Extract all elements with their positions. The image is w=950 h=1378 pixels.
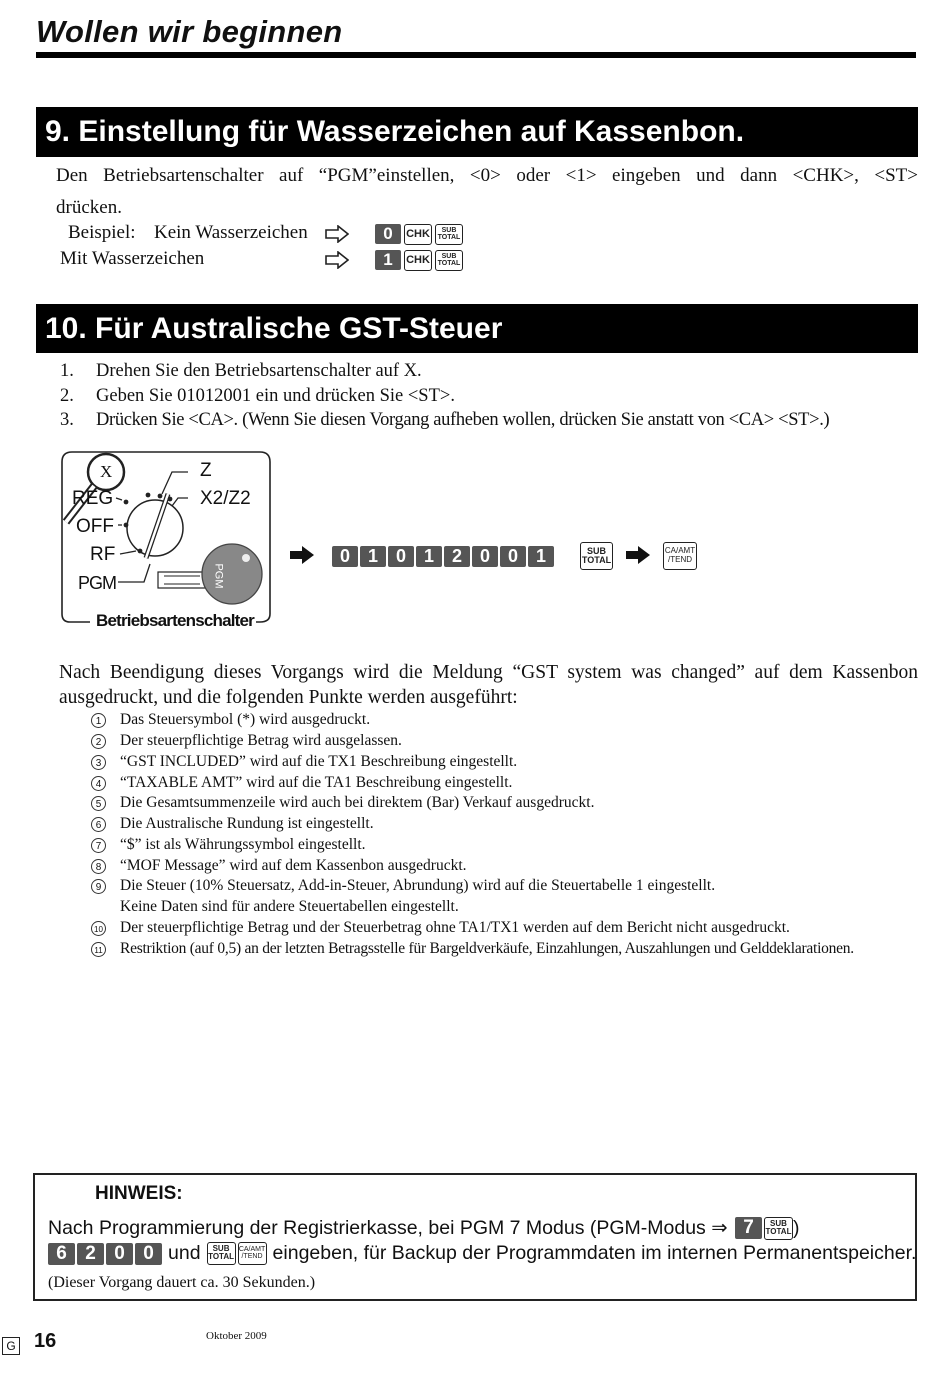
- page-number: 16: [34, 1330, 57, 1352]
- page-header-title: Wollen wir beginnen: [36, 14, 343, 49]
- key-digit: 2: [444, 546, 470, 567]
- list-item: “GST INCLUDED” wird auf die TX1 Beschreibung eingestellt.: [120, 753, 518, 770]
- mode-switch-illustration: [60, 450, 272, 632]
- subtotal-key: [207, 1242, 236, 1265]
- note-line1-text: Nach Programmierung der Registrierkasse, bei PGM 7 Modus (PGM-Modus ⇒: [48, 1217, 733, 1239]
- item-number-badge: 8: [91, 859, 106, 874]
- ca-key-bottom: /TEND: [241, 1253, 263, 1260]
- list-item: Die Australische Rundung ist eingestellt.: [120, 815, 374, 832]
- ca-amt-tend-key: [238, 1242, 267, 1265]
- item-number-badge: 11: [91, 942, 106, 957]
- subtotal-key-top: SUB: [770, 1218, 787, 1228]
- item-number-badge: 5: [91, 796, 106, 811]
- arrow-outline-icon: [325, 251, 349, 274]
- chk-key: CHK: [404, 224, 432, 245]
- key-digit: 0: [388, 546, 414, 567]
- subtotal-key-top: SUB: [586, 546, 606, 556]
- step-text: Drücken Sie <CA>. (Wenn Sie diesen Vorgang aufheben wollen, drücken Sie anstatt von <CA> <ST>.): [96, 410, 830, 430]
- key-digit: 0: [106, 1243, 133, 1265]
- item-number-badge: 7: [91, 838, 106, 853]
- switch-position-x: X: [100, 462, 113, 481]
- subtotal-key-bottom: TOTAL: [208, 1252, 234, 1261]
- step-number: 1.: [60, 361, 74, 381]
- switch-position-z: Z: [200, 460, 212, 481]
- key-digit: 2: [77, 1243, 104, 1265]
- note-line2-text: eingeben, für Backup der Programmdaten im internen Permanentspeicher.: [272, 1242, 917, 1264]
- row2-key-sequence: [375, 250, 463, 271]
- section-9-title: 9. Einstellung für Wasserzeichen auf Kassenbon.: [36, 107, 918, 157]
- subtotal-key: [764, 1217, 793, 1240]
- subtotal-key: [580, 542, 613, 570]
- example-row1-label: Kein Wasserzeichen: [154, 222, 308, 243]
- list-item: Die Gesamtsummenzeile wird auch bei direktem (Bar) Verkauf ausgedruckt.: [120, 794, 595, 811]
- subtotal-key-bottom: TOTAL: [437, 234, 461, 241]
- item-number-badge: 9: [91, 879, 106, 894]
- switch-position-pgm: PGM: [78, 573, 117, 593]
- item-number-badge: 4: [91, 776, 106, 791]
- arrow-solid-icon: [625, 545, 651, 570]
- pgm-key-knob-label: PGM: [212, 563, 225, 589]
- ca-amt-tend-key: [663, 542, 697, 570]
- list-item: Restriktion (auf 0,5) an der letzten Betragsstelle für Bargeldverkäufe, Einzahlungen, Auszahlungen und Gelddeklarationen.: [120, 940, 854, 957]
- subtotal-key-top: SUB: [212, 1244, 230, 1253]
- key-digit: 7: [735, 1217, 762, 1239]
- step-text: Drehen Sie den Betriebsartenschalter auf X.: [96, 361, 422, 381]
- list-item: “$” ist als Währungssymbol eingestellt.: [120, 836, 366, 853]
- item-number-badge: 6: [91, 817, 106, 832]
- key-digit: 1: [375, 250, 401, 270]
- header-rule: [36, 52, 916, 58]
- note-line3: (Dieser Vorgang dauert ca. 30 Sekunden.): [48, 1274, 316, 1291]
- key-digit: 0: [375, 224, 401, 244]
- subtotal-key-top: SUB: [441, 253, 457, 260]
- list-item-continuation: Keine Daten sind für andere Steuertabellen eingestellt.: [120, 898, 459, 915]
- example-label: Beispiel:: [68, 222, 136, 243]
- item-number-badge: 1: [91, 713, 106, 728]
- section-10-title: 10. Für Australische GST-Steuer: [36, 304, 918, 353]
- item-number-badge: 3: [91, 755, 106, 770]
- switch-position-reg: REG: [72, 488, 114, 509]
- subtotal-key-bottom: TOTAL: [765, 1226, 792, 1236]
- note-und: und: [168, 1242, 201, 1264]
- key-digit: 1: [416, 546, 442, 567]
- list-item: Die Steuer (10% Steuersatz, Add-in-Steuer, Abrundung) wird auf die Steuertabelle 1 eingestellt.: [120, 877, 716, 894]
- ca-key-bottom: /TEND: [668, 554, 692, 564]
- example-row2-label: Mit Wasserzeichen: [60, 248, 205, 269]
- result-text-line1: Nach Beendigung dieses Vorgangs wird die Meldung “GST system was changed” auf dem Kassenbon: [59, 662, 918, 683]
- key-digit: 0: [135, 1243, 162, 1265]
- note-line1: [48, 1216, 800, 1240]
- list-item: “TAXABLE AMT” wird auf die TA1 Beschreibung eingestellt.: [120, 774, 513, 791]
- footer-date: Oktober 2009: [206, 1330, 267, 1342]
- subtotal-key: [435, 224, 463, 245]
- key-digit: 6: [48, 1243, 75, 1265]
- switch-position-rf: RF: [90, 544, 116, 565]
- mode-switch-drawing: [60, 450, 272, 632]
- key-digit: 1: [528, 546, 554, 567]
- step-text: Geben Sie 01012001 ein und drücken Sie <ST>.: [96, 386, 455, 406]
- subtotal-key-bottom: TOTAL: [437, 260, 461, 267]
- item-number-badge: 10: [91, 921, 106, 936]
- subtotal-key-bottom: TOTAL: [581, 555, 612, 566]
- subtotal-key-top: SUB: [441, 227, 457, 234]
- subtotal-key: [435, 250, 463, 271]
- note-line1-end: ): [793, 1216, 800, 1239]
- step-number: 3.: [60, 410, 74, 430]
- key-digit: 0: [500, 546, 526, 567]
- switch-position-off: OFF: [76, 516, 114, 537]
- result-text-line2: ausgedruckt, und die folgenden Punkte werden ausgeführt:: [59, 687, 518, 708]
- item-number-badge: 2: [91, 734, 106, 749]
- ca-key-top: CA/AMT: [664, 546, 696, 555]
- note-heading: HINWEIS:: [95, 1183, 183, 1204]
- language-tag: G: [2, 1337, 20, 1355]
- key-digit: 0: [472, 546, 498, 567]
- chk-key: CHK: [404, 250, 432, 271]
- switch-position-x2z2: X2/Z2: [200, 488, 251, 509]
- key-digit: 0: [332, 546, 358, 567]
- arrow-solid-icon: [289, 545, 315, 570]
- list-item: “MOF Message” wird auf dem Kassenbon ausgedruckt.: [120, 857, 467, 874]
- list-item: Das Steuersymbol (*) wird ausgedruckt.: [120, 711, 371, 728]
- arrow-outline-icon: [325, 225, 349, 248]
- list-item: Der steuerpflichtige Betrag wird ausgelassen.: [120, 732, 402, 749]
- note-line2: [48, 1242, 916, 1265]
- list-item: Der steuerpflichtige Betrag und der Steuerbetrag ohne TA1/TX1 werden auf dem Bericht nicht ausgedruckt.: [120, 919, 790, 936]
- section-9-text-line1: Den Betriebsartenschalter auf “PGM”einstellen, <0> oder <1> eingeben und dann <CHK>, <ST>: [56, 165, 918, 186]
- row1-key-sequence: [375, 224, 463, 245]
- key-digit: 1: [360, 546, 386, 567]
- step-number: 2.: [60, 386, 74, 406]
- mode-switch-caption: Betriebsartenschalter: [96, 611, 254, 630]
- ca-key-top: CA/AMT: [238, 1246, 266, 1253]
- gst-key-sequence: [332, 546, 554, 567]
- section-9-text-line2: drücken.: [56, 197, 122, 218]
